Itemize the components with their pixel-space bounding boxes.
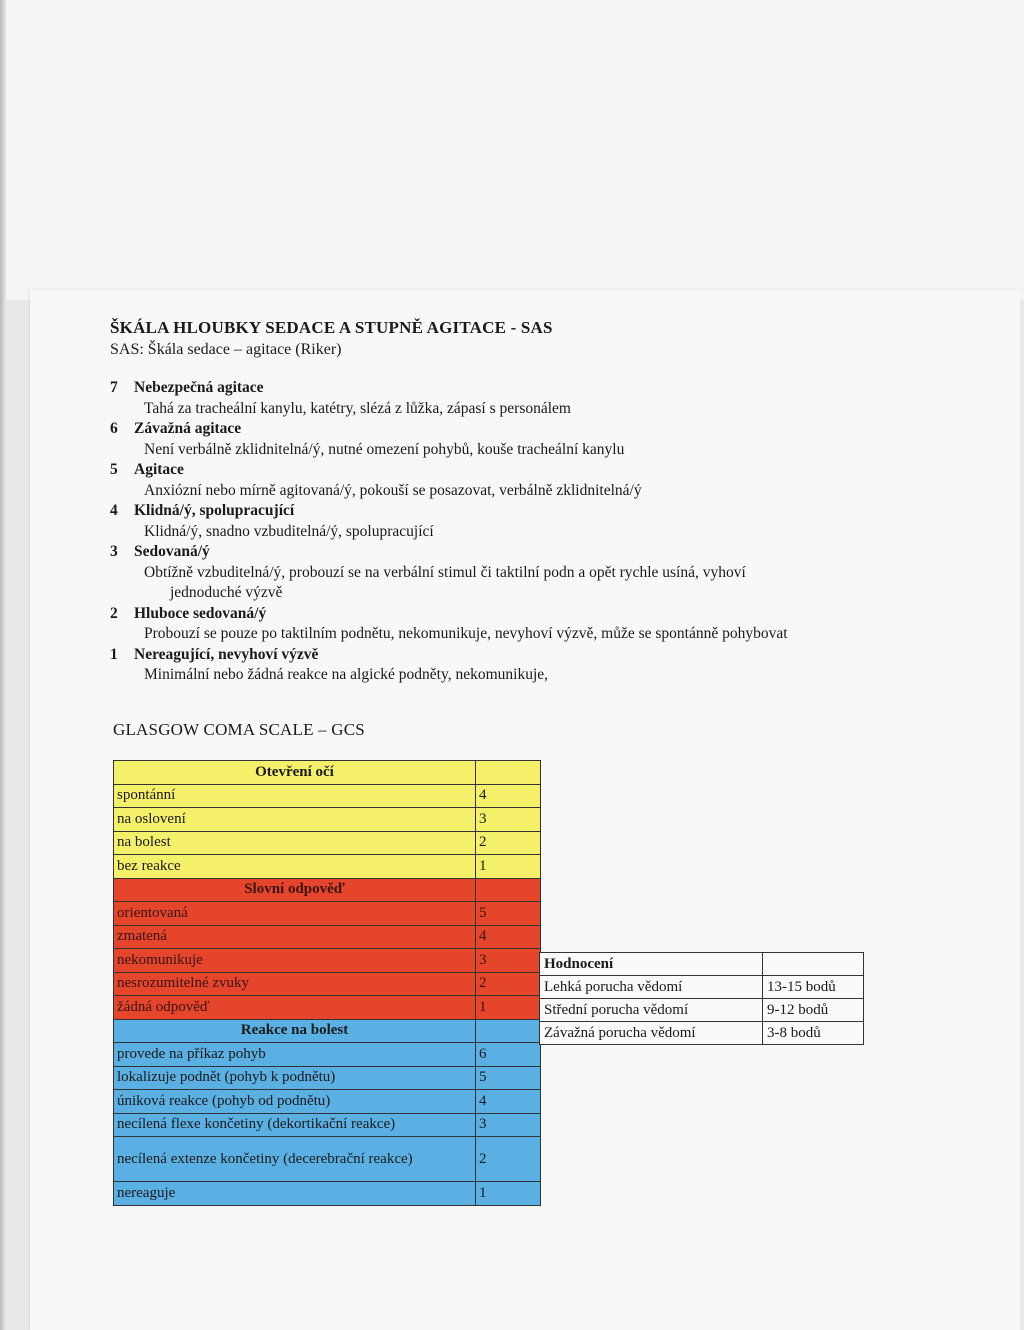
gcs-row-label: provede na příkaz pohyb bbox=[114, 1043, 476, 1067]
gcs-row-score: 3 bbox=[476, 808, 541, 832]
sas-item-7 bbox=[110, 378, 930, 399]
gcs-eyes-section bbox=[114, 761, 541, 879]
sas-item-number: 3 bbox=[110, 543, 118, 560]
gcs-row-score: 1 bbox=[476, 855, 541, 879]
evaluation-header-empty bbox=[763, 953, 864, 976]
gcs-verbal-section bbox=[114, 878, 541, 1019]
sas-subtitle: SAS: Škála sedace – agitace (Riker) bbox=[110, 341, 342, 358]
sas-item-description bbox=[110, 563, 930, 604]
table-row bbox=[114, 902, 541, 926]
gcs-score-cell bbox=[476, 1019, 541, 1043]
table-row bbox=[114, 1090, 541, 1114]
gcs-row-label: na bolest bbox=[114, 831, 476, 855]
sas-item-name: Nereagující, nevyhoví výzvě bbox=[134, 645, 319, 663]
evaluation-header: Hodnocení bbox=[540, 953, 763, 976]
sas-item-1 bbox=[110, 645, 930, 666]
sas-item-name: Agitace bbox=[134, 461, 184, 478]
gcs-score-cell bbox=[476, 761, 541, 785]
sas-item-name: Závažná agitace bbox=[134, 420, 242, 437]
sas-item-5 bbox=[110, 460, 930, 481]
gcs-row-score: 1 bbox=[476, 1182, 541, 1206]
gcs-row-label: orientovaná bbox=[114, 902, 476, 926]
gcs-verbal-header: Slovní odpověď bbox=[114, 878, 476, 902]
gcs-row-score: 2 bbox=[476, 972, 541, 996]
table-row bbox=[114, 784, 541, 808]
sas-item-description: Minimální nebo žádná reakce na algické podněty, nekomunikuje, bbox=[144, 666, 549, 683]
table-row bbox=[114, 1043, 541, 1067]
table-row bbox=[114, 1066, 541, 1090]
table-row bbox=[114, 878, 541, 902]
sas-item-description: Anxiózní nebo mírně agitovaná/ý, pokouší se posazovat, verbálně zklidnitelná/ý bbox=[144, 481, 642, 499]
sas-item-6 bbox=[110, 419, 930, 440]
sas-item-number: 6 bbox=[110, 420, 118, 437]
sas-item-number: 5 bbox=[110, 461, 118, 478]
gcs-row-score: 3 bbox=[476, 949, 541, 973]
gcs-row-score: 4 bbox=[476, 1090, 541, 1114]
sas-item-name: Nebezpečná agitace bbox=[134, 379, 264, 396]
sas-scale-list bbox=[110, 378, 930, 686]
table-row bbox=[114, 831, 541, 855]
table-row bbox=[114, 1113, 541, 1137]
sas-item-description: Klidná/ý, snadno vzbuditelná/ý, spolupracující bbox=[144, 522, 434, 540]
evaluation-value: 13-15 bodů bbox=[763, 976, 864, 999]
table-row bbox=[114, 996, 541, 1020]
sas-item-2 bbox=[110, 604, 930, 625]
gcs-row-label: úniková reakce (pohyb od podnětu) bbox=[114, 1090, 476, 1114]
gcs-row-score: 2 bbox=[476, 831, 541, 855]
evaluation-label: Střední porucha vědomí bbox=[540, 999, 763, 1022]
gcs-row-score: 1 bbox=[476, 996, 541, 1020]
gcs-row-score: 4 bbox=[476, 784, 541, 808]
gcs-row-label: bez reakce bbox=[114, 855, 476, 879]
gcs-row-label: spontánní bbox=[114, 784, 476, 808]
sas-item-number: 4 bbox=[110, 502, 118, 519]
gcs-motor-section bbox=[114, 1019, 541, 1205]
table-row bbox=[540, 999, 864, 1022]
sas-title: ŠKÁLA HLOUBKY SEDACE A STUPNĚ AGITACE - SAS bbox=[110, 318, 553, 337]
sas-item-name: Sedovaná/ý bbox=[134, 543, 210, 560]
sas-item-description-continuation: jednoduché výzvě bbox=[170, 584, 283, 601]
gcs-eyes-header: Otevření očí bbox=[114, 761, 476, 785]
gcs-row-score: 6 bbox=[476, 1043, 541, 1067]
table-row bbox=[114, 972, 541, 996]
table-row bbox=[114, 1182, 541, 1206]
gcs-row-label: lokalizuje podnět (pohyb k podnětu) bbox=[114, 1066, 476, 1090]
gcs-row-score: 4 bbox=[476, 925, 541, 949]
sas-item-description: Tahá za tracheální kanylu, katétry, slézá z lůžka, zápasí s personálem bbox=[144, 399, 571, 417]
gcs-row-label: žádná odpověď bbox=[114, 996, 476, 1020]
gcs-row-label: necílená flexe končetiny (dekortikační reakce) bbox=[114, 1113, 476, 1137]
table-row bbox=[114, 761, 541, 785]
sas-item-description-line: Obtížně vzbuditelná/ý, probouzí se na verbální stimul či taktilní podn a opět rychle usíná, vyhoví bbox=[144, 563, 746, 581]
sas-item-number: 7 bbox=[110, 379, 118, 396]
table-row bbox=[540, 976, 864, 999]
sas-item-number: 1 bbox=[110, 645, 118, 663]
gcs-motor-header: Reakce na bolest bbox=[114, 1019, 476, 1043]
gcs-score-cell bbox=[476, 878, 541, 902]
evaluation-label: Závažná porucha vědomí bbox=[540, 1022, 763, 1045]
table-row bbox=[114, 949, 541, 973]
table-row bbox=[540, 1022, 864, 1045]
gcs-title: GLASGOW COMA SCALE – GCS bbox=[113, 720, 365, 739]
gcs-row-label: nereaguje bbox=[114, 1182, 476, 1206]
gcs-row-label: nekomunikuje bbox=[114, 949, 476, 973]
table-row bbox=[114, 1019, 541, 1043]
evaluation-table bbox=[539, 952, 864, 1045]
gcs-row-label: na oslovení bbox=[114, 808, 476, 832]
gcs-row-score: 3 bbox=[476, 1113, 541, 1137]
sas-item-4 bbox=[110, 501, 930, 522]
sas-item-name: Klidná/ý, spolupracující bbox=[134, 502, 295, 519]
gcs-row-score: 5 bbox=[476, 902, 541, 926]
sas-item-3 bbox=[110, 542, 930, 563]
table-row bbox=[540, 953, 864, 976]
table-row bbox=[114, 925, 541, 949]
table-row bbox=[114, 855, 541, 879]
sas-item-description: Není verbálně zklidnitelná/ý, nutné omezení pohybů, kouše tracheální kanylu bbox=[144, 440, 625, 458]
evaluation-value: 3-8 bodů bbox=[763, 1022, 864, 1045]
gcs-row-score: 5 bbox=[476, 1066, 541, 1090]
sas-item-name: Hluboce sedovaná/ý bbox=[134, 604, 267, 622]
sas-item-description: Probouzí se pouze po taktilním podnětu, nekomunikuje, nevyhoví výzvě, může se spontánně pohybovat bbox=[144, 625, 788, 642]
evaluation-label: Lehká porucha vědomí bbox=[540, 976, 763, 999]
sas-item-number: 2 bbox=[110, 604, 118, 622]
gcs-row-label: zmatená bbox=[114, 925, 476, 949]
evaluation-value: 9-12 bodů bbox=[763, 999, 864, 1022]
gcs-table bbox=[113, 760, 541, 1206]
gcs-row-label: nesrozumitelné zvuky bbox=[114, 972, 476, 996]
table-row bbox=[114, 808, 541, 832]
table-row bbox=[114, 1137, 541, 1182]
gcs-row-score: 2 bbox=[476, 1137, 541, 1182]
gcs-row-label: necílená extenze končetiny (decerebrační reakce) bbox=[114, 1137, 476, 1182]
